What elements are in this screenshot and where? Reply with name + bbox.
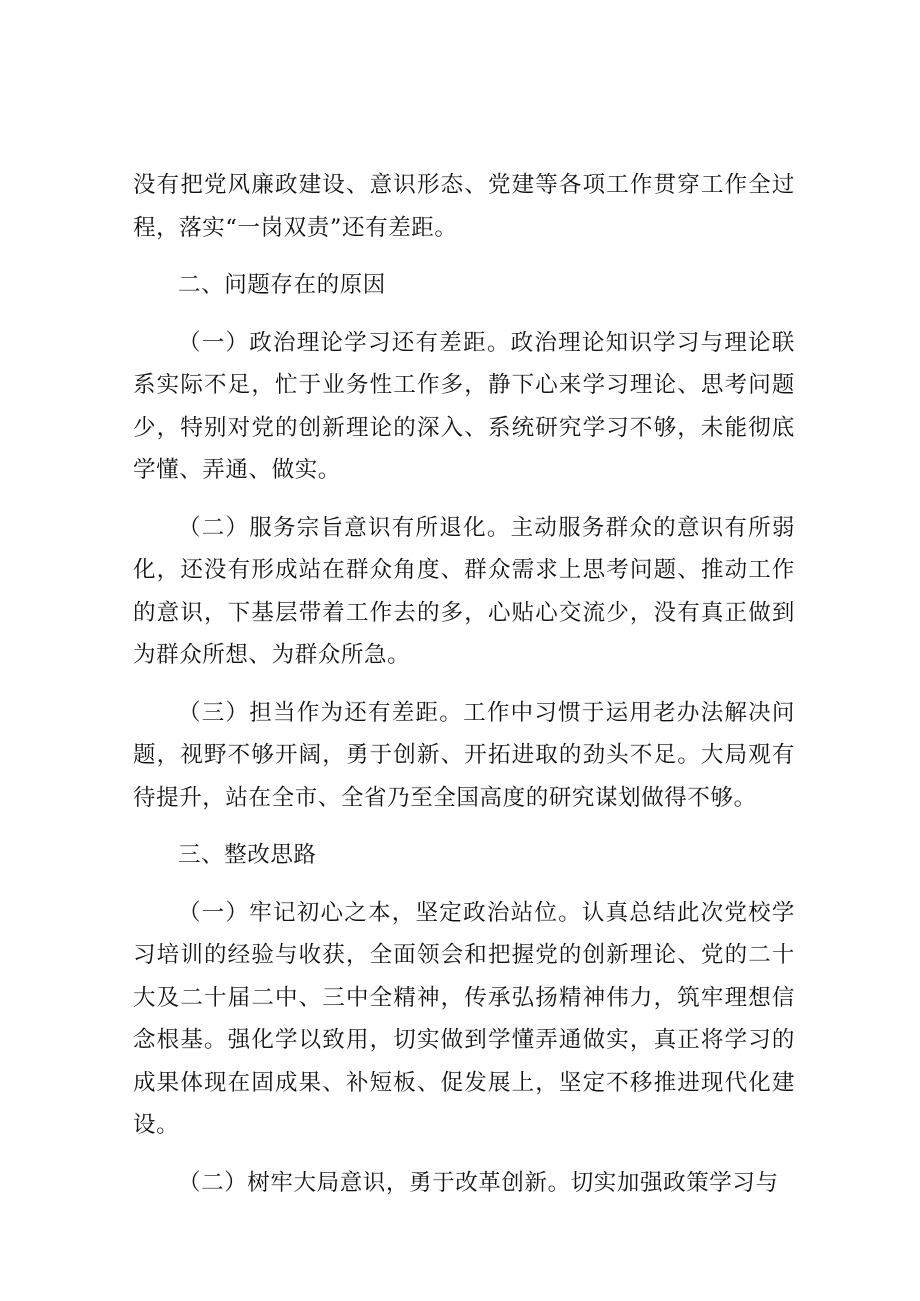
- paragraph-cause-3: （三）担当作为还有差距。工作中习惯于运用老办法解决问题，视野不够开阔，勇于创新、开拓进取的劲头不足。大局观有待提升，站在全市、全省乃至全国高度的研究谋划做得不够。: [133, 699, 795, 811]
- paragraph-rectification-2: （二）树牢大局意识，勇于改革创新。切实加强政策学习与: [178, 1169, 779, 1196]
- paragraph-continuation: 没有把党风廉政建设、意识形态、党建等各项工作贯穿工作全过程，落实“一岗双责”还有差距。: [133, 172, 795, 241]
- section-heading-rectification: 三、整改思路: [178, 842, 317, 868]
- document-body: [133, 164, 795, 1204]
- section-heading-causes: 二、问题存在的原因: [178, 272, 386, 298]
- paragraph-cause-1: （一）政治理论学习还有差距。政治理论知识学习与理论联系实际不足，忙于业务性工作多，静下心来学习理论、思考问题少，特别对党的创新理论的深入、系统研究学习不够，未能彻底学懂、弄通、做实。: [133, 329, 795, 483]
- paragraph-cause-2: （二）服务宗旨意识有所退化。主动服务群众的意识有所弱化，还没有形成站在群众角度、群众需求上思考问题、推动工作的意识，下基层带着工作去的多，心贴心交流少，没有真正做到为群众所想、为群众所急。: [133, 514, 795, 668]
- paragraph-rectification-1: （一）牢记初心之本，坚定政治站位。认真总结此次党校学习培训的经验与收获，全面领会和把握党的创新理论、党的二十大及二十届二中、三中全精神，传承弘扬精神伟力，筑牢理想信念根基。强化学以致用，切实做到学懂弄通做实，真正将学习的成果体现在固成果、补短板、促发展上，坚定不移推进现代化建设。: [133, 899, 795, 1138]
